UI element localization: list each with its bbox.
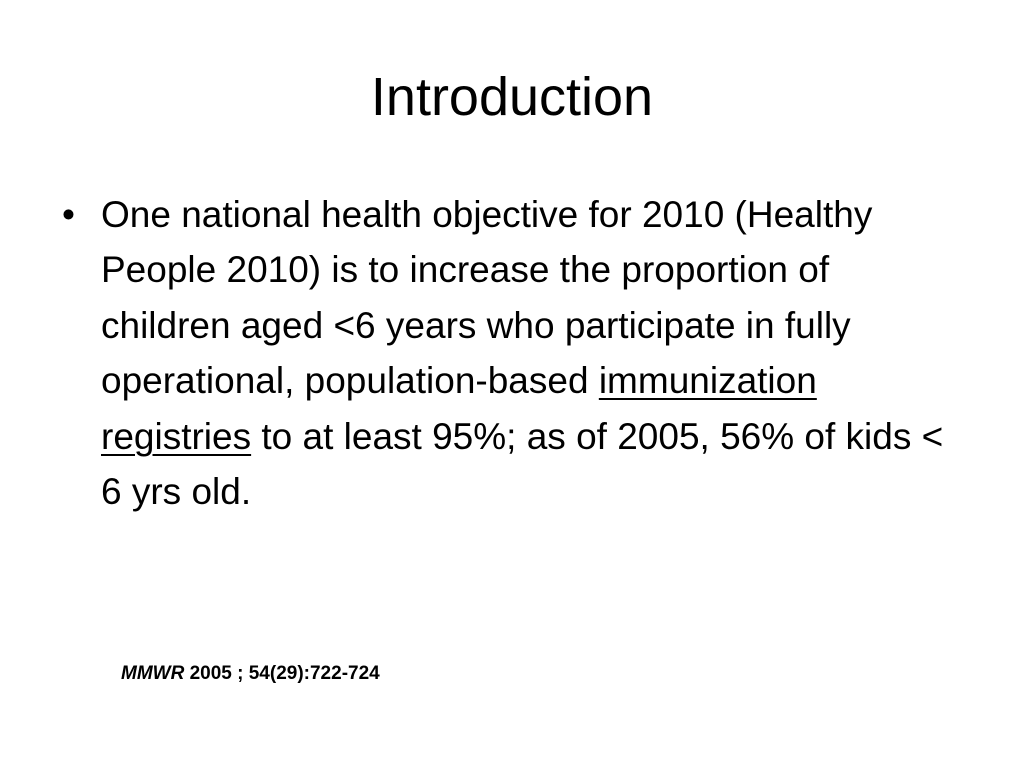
bullet-text-after: to at least 95%; as of 2005, 56% of kids < 6 yrs old.: [101, 415, 944, 513]
citation: [121, 661, 380, 687]
immunization-registries-link[interactable]: immunization registries: [101, 360, 817, 457]
bullet-text: [101, 194, 943, 512]
citation-reference: 2005 ; 54(29):722-724: [184, 663, 380, 684]
citation-journal: MMWR: [121, 663, 185, 684]
bullet-text-before: One national health objective for 2010 (Healthy People 2010) is to increase the proportion of children aged <6 years who participate in fully operational, population-based: [101, 194, 873, 402]
bullet-marker-icon: •: [62, 194, 75, 235]
bullet-list: [58, 187, 958, 519]
bullet-item: [58, 187, 958, 519]
slide-title: Introduction: [370, 67, 654, 127]
